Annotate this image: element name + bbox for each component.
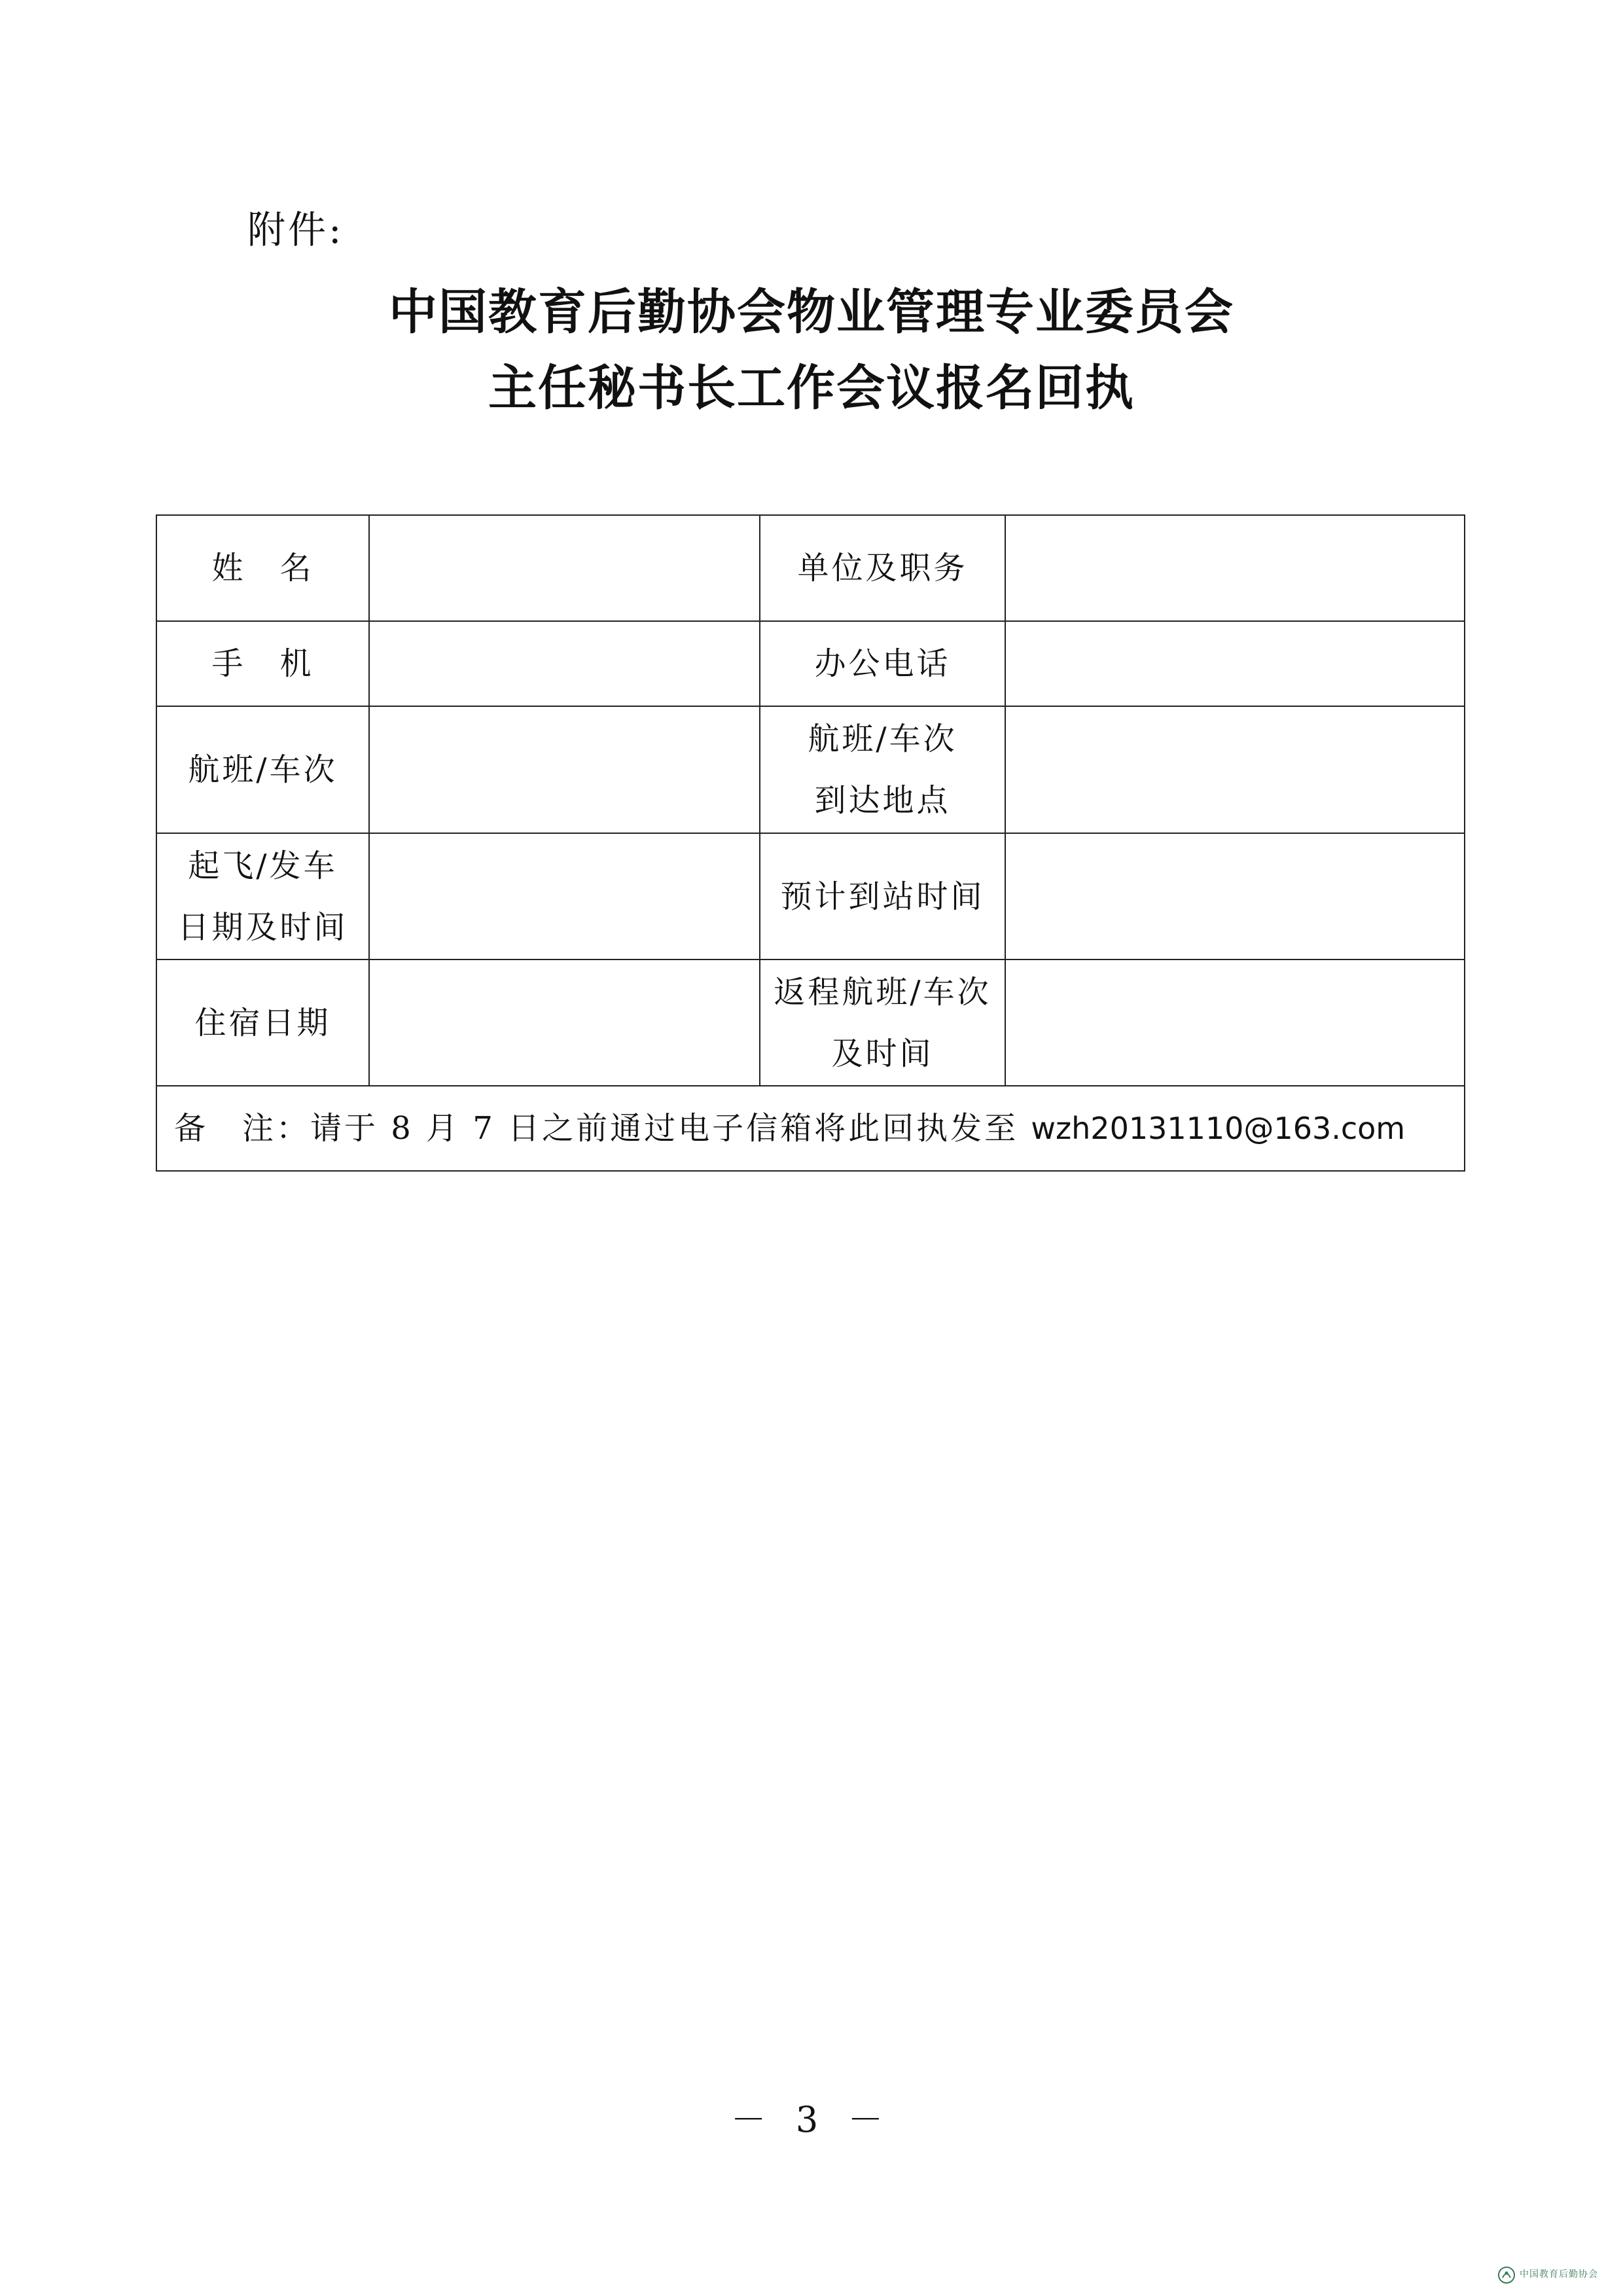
form-row-flight — [156, 706, 1465, 833]
value-return-flight[interactable] — [1005, 960, 1465, 1086]
note-cell — [156, 1086, 1465, 1171]
label-name — [156, 515, 369, 621]
value-arrival-place[interactable] — [1005, 706, 1465, 833]
label-expected-arrival-time — [760, 833, 1005, 960]
label-departure-datetime-line-2: 日期及时间 — [177, 908, 348, 946]
note-email[interactable]: wzh20131110@163.com — [1031, 1111, 1406, 1146]
footer-logo-text: 中国教育后勤协会 — [1520, 2269, 1598, 2280]
label-arrival-place-line-1: 航班/车次 — [808, 721, 957, 757]
label-office-phone-line: 办公电话 — [814, 645, 951, 682]
label-departure-datetime — [156, 833, 369, 960]
label-return-flight-line-1: 返程航班/车次 — [774, 973, 991, 1011]
document-title-line-2: 主任秘书长工作会议报名回执 — [488, 360, 1135, 416]
value-departure-datetime[interactable] — [369, 833, 760, 960]
label-return-flight-line-2: 及时间 — [831, 1035, 934, 1072]
label-mobile — [156, 621, 369, 706]
footer-logo — [1497, 2266, 1598, 2284]
label-stay-dates-line: 住宿日期 — [194, 1004, 331, 1041]
label-mobile-line: 手 机 — [211, 645, 314, 682]
page-number: － 3 － — [730, 2099, 893, 2140]
label-organization-title-line: 单位及职务 — [797, 550, 968, 586]
label-expected-arrival-time-line: 预计到站时间 — [780, 878, 985, 915]
label-flight-train-line: 航班/车次 — [188, 751, 338, 788]
value-name[interactable] — [369, 515, 760, 621]
form-row-departure — [156, 833, 1465, 960]
document-title-line-1: 中国教育后勤协会物业管理专业委员会 — [389, 284, 1234, 340]
label-return-flight — [760, 960, 1005, 1086]
label-departure-datetime-line-1: 起飞/发车 — [188, 847, 338, 884]
association-logo-icon — [1497, 2266, 1516, 2284]
label-arrival-place-line-2: 到达地点 — [814, 782, 951, 819]
value-office-phone[interactable] — [1005, 621, 1465, 706]
label-flight-train — [156, 706, 369, 833]
form-row-name — [156, 515, 1465, 621]
label-office-phone — [760, 621, 1005, 706]
form-row-note — [156, 1086, 1465, 1171]
registration-form-table — [156, 514, 1465, 1172]
attachment-label: 附件: — [247, 207, 344, 252]
value-stay-dates[interactable] — [369, 960, 760, 1086]
note-text: 备 注：请于 8 月 7 日之前通过电子信箱将此回执发至 — [174, 1110, 1031, 1147]
value-flight-train[interactable] — [369, 706, 760, 833]
label-name-line: 姓 名 — [211, 550, 314, 586]
label-arrival-place — [760, 706, 1005, 833]
value-mobile[interactable] — [369, 621, 760, 706]
form-row-stay — [156, 960, 1465, 1086]
form-row-phone — [156, 621, 1465, 706]
value-organization-title[interactable] — [1005, 515, 1465, 621]
value-expected-arrival-time[interactable] — [1005, 833, 1465, 960]
label-organization-title — [760, 515, 1005, 621]
label-stay-dates — [156, 960, 369, 1086]
